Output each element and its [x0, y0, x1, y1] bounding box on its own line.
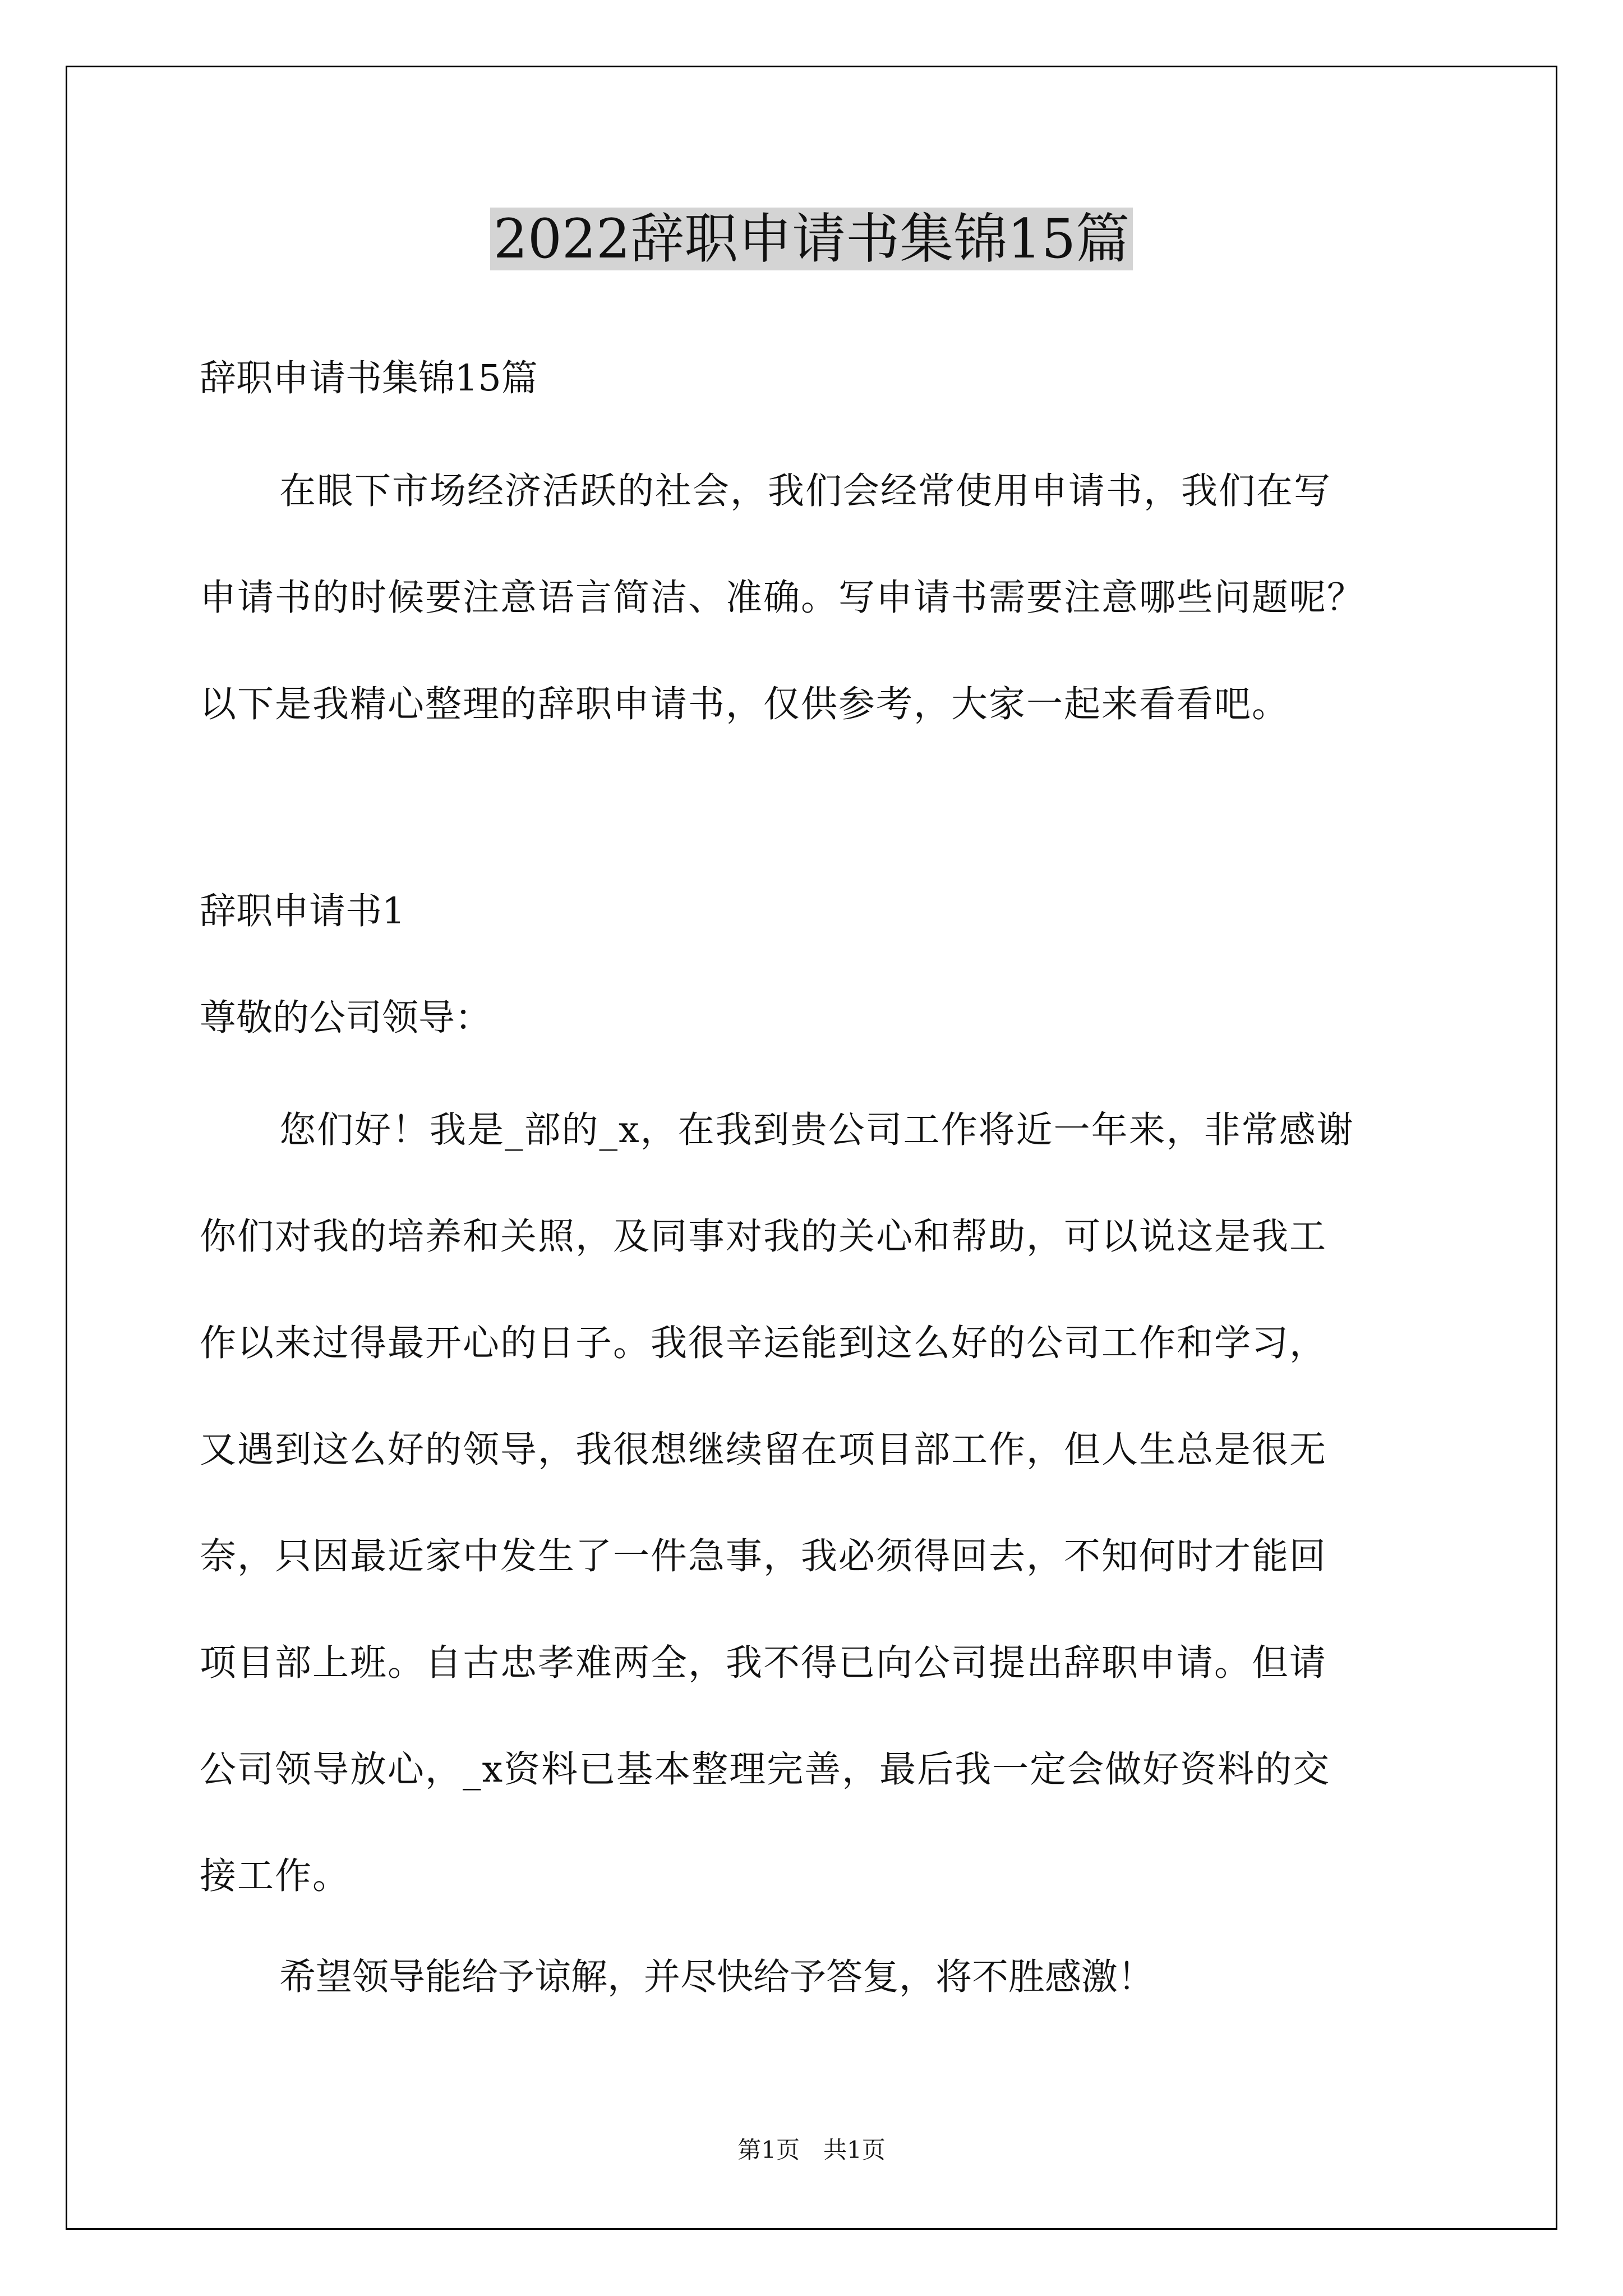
letter-line: 你们对我的培养和关照，及同事对我的关心和帮助，可以说这是我工	[200, 1216, 1327, 1258]
intro-paragraph	[200, 438, 1450, 758]
salutation: 尊敬的公司领导：	[200, 997, 492, 1039]
intro-line: 在眼下市场经济活跃的社会，我们会经常使用申请书，我们在写	[279, 470, 1332, 512]
letter-line: 公司领导放心，_x资料已基本整理完善，最后我一定会做好资料的交	[200, 1749, 1331, 1791]
letter-line: 作以来过得最开心的日子。我很辛运能到这么好的公司工作和学习，	[200, 1322, 1327, 1364]
intro-line: 申请书的时候要注意语言简洁、准确。写申请书需要注意哪些问题呢？	[200, 577, 1365, 619]
document-subtitle: 辞职申请书集锦15篇	[200, 357, 538, 399]
document-title	[0, 200, 1623, 278]
letter-line: 又遇到这么好的领导，我很想继续留在项目部工作，但人生总是很无	[200, 1429, 1327, 1471]
document-title-text: 2022辞职申请书集锦15篇	[490, 208, 1133, 270]
letter-line: 奈，只因最近家中发生了一件急事，我必须得回去，不知何时才能回	[200, 1535, 1327, 1577]
letter-line: 项目部上班。自古忠孝难两全，我不得已向公司提出辞职申请。但请	[200, 1642, 1327, 1684]
letter-body-paragraph	[200, 1077, 1450, 1930]
closing-line: 希望领导能给予谅解，并尽快给予答复，将不胜感激！	[279, 1956, 1155, 1998]
section-heading: 辞职申请书1	[200, 890, 405, 932]
letter-line: 接工作。	[200, 1855, 351, 1897]
letter-line: 您们好！我是_部的_x，在我到贵公司工作将近一年来，非常感谢	[279, 1109, 1354, 1151]
intro-line: 以下是我精心整理的辞职申请书，仅供参考，大家一起来看看吧。	[200, 683, 1290, 725]
page-footer: 第1页 共1页	[737, 2136, 886, 2164]
